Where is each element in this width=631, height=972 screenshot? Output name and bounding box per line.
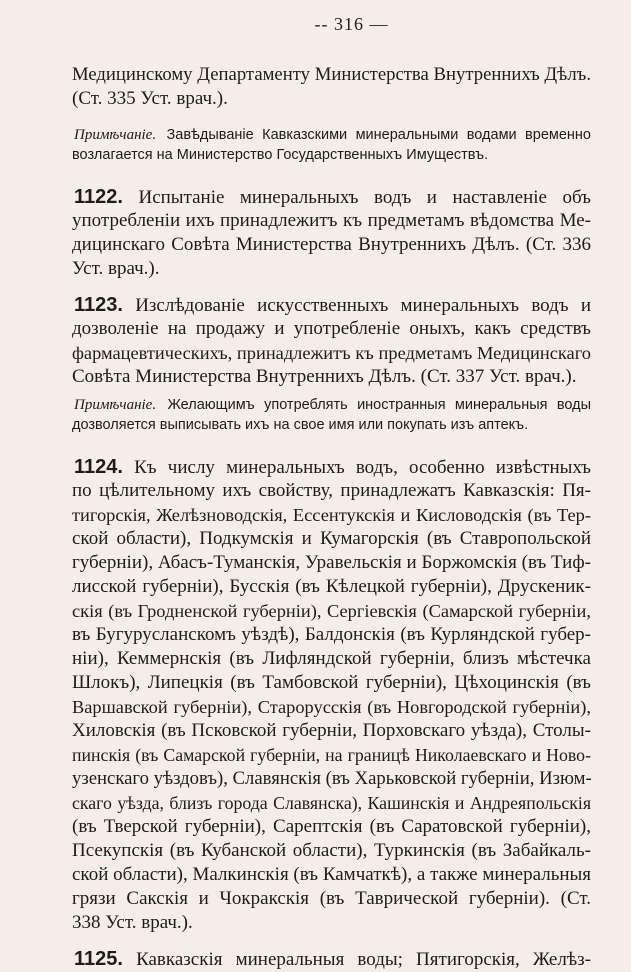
text-line: пинскія (въ Самарской губерніи, на границѣ Николаевскаго и Ново-: [72, 745, 591, 765]
text-line: Псекупскія (въ Кубанской области), Туркинскія (въ Забайкаль-: [72, 840, 591, 861]
note-line: [72, 395, 591, 415]
text-line: (въ Тверской губерніи), Сарептскія (въ Саратовской губерніи),: [72, 816, 591, 837]
note-label: Примѣчаніе.: [74, 127, 157, 143]
note-1: [72, 125, 591, 165]
page-number: -- 316 —: [314, 14, 389, 34]
text-line: употребленіи ихъ принадлежитъ къ предметамъ вѣдомства Ме-: [72, 210, 591, 231]
text-line: ніи), Кеммернскія (въ Лифляндской губерніи, близъ мѣстечка: [72, 648, 591, 669]
text-line: [72, 293, 591, 317]
article-number: 1123.: [74, 294, 123, 316]
text-line: губерніи), Абасъ-Туманскія, Уравельскія и Боржомскія (въ Тиф-: [72, 552, 591, 573]
text-line: Варшавской губерніи), Старорусскія (въ Новгородской губерніи),: [72, 697, 591, 717]
article-number: 1122.: [74, 186, 123, 208]
text-line: въ Бугурусланскомъ уѣздѣ), Балдонскія (въ Курляндской губер-: [72, 624, 591, 645]
text-line: 338 Уст. врач.).: [72, 912, 193, 933]
text-line: Хиловскія (въ Псковской губерніи, Порховскаго уѣзда), Столы-: [72, 720, 591, 741]
text-line: [72, 185, 591, 209]
text-line: дозволеніе на продажу и употребленіе оныхъ, какъ средствъ: [72, 318, 591, 339]
note-label: Примѣчаніе.: [74, 397, 157, 413]
text-line: Шлокъ), Липецкія (въ Тамбовской губерніи), Цѣхоцинскія (въ: [72, 672, 591, 693]
text-line: [72, 947, 591, 971]
text-line: фармацевтическихъ, принадлежитъ къ предметамъ Медицинскаго: [72, 343, 591, 363]
text-line: [72, 455, 591, 479]
text-line: ской области), Малкинскія (въ Камчаткѣ), а также минеральныя: [72, 864, 592, 885]
note-line: дозволяется выписывать ихъ на свое имя или покупать изъ аптекъ.: [72, 417, 529, 433]
text-line: (Ст. 335 Уст. врач.).: [72, 88, 228, 109]
article-1124: [72, 455, 591, 935]
article-text: Испытаніе минеральныхъ водъ и наставленіе объ: [138, 187, 592, 208]
text-line: узенскаго уѣздовъ), Славянскія (въ Харьковской губерніи, Изюм-: [72, 768, 592, 789]
note-text: Желающимъ употреблять иностранныя минеральныя воды: [167, 397, 592, 413]
article-1123: [72, 293, 591, 389]
text-line: Медицинскому Департаменту Министерства Внутреннихъ Дѣлъ.: [72, 64, 591, 85]
article-number: 1125.: [74, 948, 123, 970]
article-number: 1124.: [74, 456, 123, 478]
text-line: ской области), Подкумскія и Кумагорскія (въ Ставропольской: [72, 528, 591, 549]
note-text: Завѣдываніе Кавказскими минеральными водами временно: [166, 127, 592, 143]
text-line: Уст. врач.).: [72, 258, 160, 279]
text-line: грязи Сакскія и Чокракскія (въ Таврической губерніи). (Ст.: [72, 888, 591, 909]
note-line: [72, 125, 591, 145]
article-text: Кавказскія минеральныя воды; Пятигорскія, Желѣз-: [136, 949, 591, 970]
intro-paragraph: [72, 63, 591, 111]
text-line: тигорскія, Желѣзноводскія, Ессентукскія и Кисловодскія (въ Тер-: [72, 505, 591, 525]
text-line: лисской губерніи), Бусскія (въ Кѣлецкой губерніи), Друскеник-: [72, 576, 591, 597]
note-line: возлагается на Министерство Государственныхъ Имуществъ.: [72, 147, 489, 163]
text-line: скія (въ Гродненской губерніи), Сергіевскія (Самарской губерніи,: [72, 601, 591, 621]
article-1122: [72, 185, 591, 281]
article-text: Къ числу минеральныхъ водъ, особенно извѣстныхъ: [134, 457, 592, 478]
text-line: по цѣлительному ихъ свойству, принадлежатъ Кавказскія: Пя-: [72, 480, 591, 501]
article-text: Изслѣдованіе искусственныхъ минеральныхъ водъ и: [135, 295, 592, 316]
text-line: скаго уѣзда, близъ города Славянска), Кашинскія и Андреяпольскія: [72, 793, 591, 813]
article-1125: [72, 947, 591, 971]
note-2: [72, 395, 591, 435]
text-line: Совѣта Министерства Внутреннихъ Дѣлъ. (Ст. 337 Уст. врач.).: [72, 366, 577, 387]
text-line: дицинскаго Совѣта Министерства Внутреннихъ Дѣлъ. (Ст. 336: [72, 234, 591, 255]
